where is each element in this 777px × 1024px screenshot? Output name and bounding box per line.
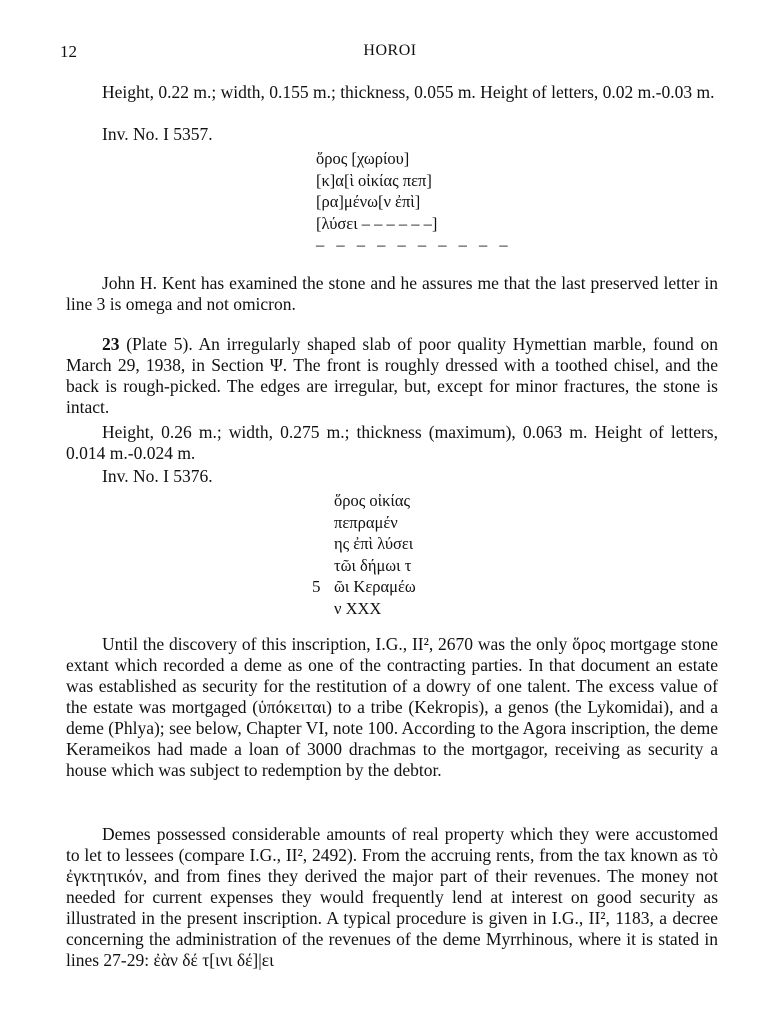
inscription-line: [ρα]μένω[ν ἐπὶ] bbox=[316, 192, 421, 211]
entry-23-description bbox=[66, 334, 718, 418]
note-paragraph: John H. Kent has examined the stone and he assures me that the last preserved letter in line 3 is omega and not omicron. bbox=[66, 273, 718, 314]
page-header bbox=[60, 42, 720, 66]
inscription-line: ὅρος οἰκίας bbox=[334, 491, 411, 510]
inscription-line: [κ]α[ὶ οἰκίας πεπ] bbox=[316, 170, 432, 190]
inscription-line: ης ἐπὶ λύσει bbox=[334, 534, 414, 553]
entry-description-text: (Plate 5). An irregularly shaped slab of poor quality Hymettian marble, found on March 29, 1938, in Section Ψ. The front is roughly dressed with a toothed chisel, and the back is rough-picked. The edges are irregular, but, except for minor fractures, the stone is intact. bbox=[66, 334, 718, 417]
inscription-line: πεπραμέν bbox=[334, 512, 398, 532]
running-title: HOROI bbox=[363, 42, 417, 59]
inventory-22: Inv. No. I 5357. bbox=[102, 124, 213, 144]
body-paragraph-1: Until the discovery of this inscription, I.G., II², 2670 was the only ὅρος mortgage stone extant which recorded a deme as one of the contracting parties. In that document an estate was established as security for the restitution of a dowry of one talent. The excess value of the estate was mortgaged (ὑπόκειται) to a tribe (Kekropis), a genos (the Lykomidai), and a deme (Phlya); see below, Chapter VI, note 100. According to the Agora inscription, the deme Kerameikos had made a loan of 3000 drachmas to the mortgagor, receiving as security a house which was subject to redemption by the debtor. bbox=[66, 634, 718, 780]
inscription-line: – – – – – – – – – – bbox=[316, 235, 512, 254]
inscription-22 bbox=[316, 148, 512, 256]
inscription-line: [λύσει – – – – – –] bbox=[316, 213, 438, 233]
dimensions-23: Height, 0.26 m.; width, 0.275 m.; thickness (maximum), 0.063 m. Height of letters, 0.014 m.-0.024 m. bbox=[66, 422, 718, 463]
inscription-line: ὅρος [χωρίου] bbox=[316, 149, 410, 168]
page-number: 12 bbox=[60, 42, 77, 61]
inscription-23 bbox=[334, 490, 416, 619]
body-paragraph-2: Demes possessed considerable amounts of real property which they were accustomed to let to lessees (compare I.G., II², 2492). From the accruing rents, from the tax known as τὸ ἐγκτητικόν, and from fines they derived the major part of their revenues. The money not needed for current expenses they would frequently lend at interest on good security as illustrated in the present inscription. A typical procedure is given in I.G., II², 1183, a decree concerning the administration of the revenues of the deme Myrrhinous, where it is stated in lines 27-29: ἐὰν δέ τ[ινι δέ]|ει bbox=[66, 824, 718, 970]
inscription-line: ῶι Κεραμέω bbox=[334, 577, 416, 596]
inscription-line: ν ΧΧΧ bbox=[334, 598, 382, 618]
line-number-marker: 5 bbox=[312, 577, 321, 596]
entry-number: 23 bbox=[102, 334, 120, 354]
dimensions-22: Height, 0.22 m.; width, 0.155 m.; thickness, 0.055 m. Height of letters, 0.02 m.-0.03 m. bbox=[102, 82, 715, 102]
inventory-23: Inv. No. I 5376. bbox=[102, 466, 213, 486]
inscription-line: τῶι δήμωι τ bbox=[334, 555, 412, 575]
